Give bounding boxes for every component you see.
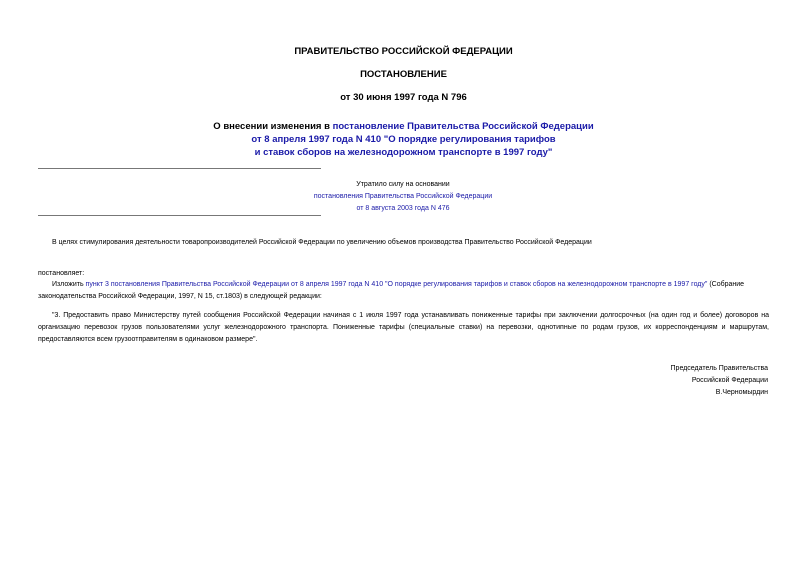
title-line-3[interactable]: и ставок сборов на железнодорожном транспорте в 1997 году" [254,147,553,158]
repeal-note-line-1: Утратило силу на основании [356,181,450,188]
paragraph-1-link[interactable]: пункт 3 постановления Правительства Российской Федерации от 8 апреля 1997 года N 410 "О порядке регулирования тарифов и ставок сборов на железнодорожном транспорте в 1997 году" [85,281,708,288]
quoted-text: "3. Предоставить право Министерству путей сообщения Российской Федерации начиная с 1 июля 1997 года устанавливать пониженные тарифы при заключении долгосрочных (на один год и более) договоров на организацию перевозок грузов пользователями услуг железнодорожного транспорта. Пониженные тарифы (специальные ставки) на перевозки, однотипные по родам грузов, их корреспонденциям и маршрутам, предоставляются всем грузоотправителям в одинаковом размере". [38,312,769,343]
document-date-number: от 30 июня 1997 года N 796 [340,92,467,103]
resolves-label: постановляет: [38,270,85,277]
divider-bottom [38,215,321,216]
paragraph-1-suffix: (Собрание законодательства Российской Федерации, 1997, N 15, ст.1803) в следующей редакции: [38,281,745,300]
repeal-note-link-1[interactable]: постановления Правительства Российской Федерации [313,193,493,200]
government-name: ПРАВИТЕЛЬСТВО РОССИЙСКОЙ ФЕДЕРАЦИИ [294,46,513,57]
signature-name: В.Черномырдин [715,389,768,396]
title-prefix: О внесении изменения в [213,121,333,132]
signature-line-2: Российской Федерации [691,377,768,384]
paragraph-1 [38,279,769,303]
paragraph-1-prefix: Изложить [52,281,86,288]
signature-block [671,363,768,399]
signature-line-1: Председатель Правительства [670,365,768,372]
repeal-note-link-2[interactable]: от 8 августа 2003 года N 476 [356,205,450,212]
title-line-1 [0,120,807,133]
preamble: В целях стимулирования деятельности товаропроизводителей Российской Федерации по увеличению объемов производства Правительство Российской Федерации [52,239,592,246]
document-title [0,120,807,159]
divider-top [38,168,321,169]
title-line-2[interactable]: от 8 апреля 1997 года N 410 "О порядке регулирования тарифов [251,134,556,145]
document-type: ПОСТАНОВЛЕНИЕ [360,69,447,80]
title-link[interactable]: постановление Правительства Российской Федерации [332,121,594,132]
repeal-note [290,179,516,215]
